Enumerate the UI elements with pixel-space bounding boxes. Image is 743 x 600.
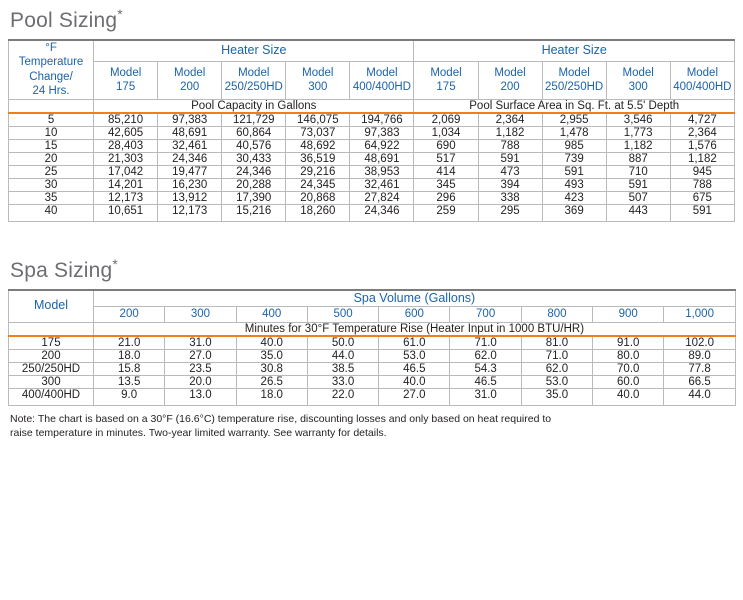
pool-area-cell: 945 — [670, 165, 734, 178]
spa-band-row — [9, 322, 736, 336]
pool-model-value: 300 — [628, 81, 648, 94]
pool-capacity-cell: 16,230 — [158, 178, 222, 191]
pool-area-cell: 414 — [414, 165, 478, 178]
pool-capacity-cell: 48,692 — [286, 139, 350, 152]
pool-sizing-title: Pool Sizing — [10, 9, 118, 32]
spa-minutes-cell: 40.0 — [379, 375, 450, 388]
spa-minutes-cell: 33.0 — [307, 375, 378, 388]
spa-minutes-cell: 27.0 — [379, 388, 450, 405]
pool-capacity-cell: 85,210 — [94, 113, 158, 127]
spa-minutes-cell: 13.0 — [165, 388, 236, 405]
table-row — [9, 336, 736, 350]
spa-minutes-cell: 20.0 — [165, 375, 236, 388]
table-row — [9, 191, 735, 204]
pool-band-spacer — [9, 99, 94, 113]
spa-minutes-cell: 27.0 — [165, 349, 236, 362]
spa-minutes-cell: 81.0 — [521, 336, 592, 350]
pool-model-label: Model — [109, 66, 142, 79]
pool-capacity-cell: 29,216 — [286, 165, 350, 178]
spa-minutes-cell: 102.0 — [664, 336, 735, 350]
spa-row-label: 175 — [9, 336, 94, 350]
pool-model-value: 300 — [308, 81, 328, 94]
pool-header-row-group — [9, 40, 735, 62]
spa-volume-col-500: 500 — [307, 307, 378, 322]
pool-heater-size-header-left: Heater Size — [94, 40, 414, 62]
pool-model-value: 250/250HD — [224, 81, 283, 94]
pool-area-cell: 369 — [542, 204, 606, 221]
pool-capacity-cell: 24,345 — [286, 178, 350, 191]
pool-capacity-cell: 28,403 — [94, 139, 158, 152]
pool-capacity-cell: 27,824 — [350, 191, 414, 204]
pool-capacity-cell: 146,075 — [286, 113, 350, 127]
pool-capacity-cell: 12,173 — [158, 204, 222, 221]
pool-capacity-cell: 18,260 — [286, 204, 350, 221]
footnote-line-2: raise temperature in minutes. Two-year limited warranty. See warranty for details. — [10, 426, 387, 439]
spa-volume-col-700: 700 — [450, 307, 521, 322]
spa-minutes-cell: 89.0 — [664, 349, 735, 362]
spa-minutes-cell: 44.0 — [664, 388, 735, 405]
table-row — [9, 178, 735, 191]
pool-heater-size-header-right: Heater Size — [414, 40, 735, 62]
spa-minutes-cell: 40.0 — [593, 388, 664, 405]
pool-header-line-4: 24 Hrs. — [32, 85, 70, 98]
spa-minutes-cell: 62.0 — [521, 362, 592, 375]
table-row — [9, 165, 735, 178]
table-row — [9, 139, 735, 152]
spa-minutes-cell: 70.0 — [593, 362, 664, 375]
pool-capacity-cell: 12,173 — [94, 191, 158, 204]
pool-row-label: 20 — [9, 152, 94, 165]
pool-model-value: 175 — [116, 81, 136, 94]
pool-area-cell: 1,182 — [670, 152, 734, 165]
spa-minutes-cell: 23.5 — [165, 362, 236, 375]
spa-sizing-title: Spa Sizing — [10, 258, 113, 282]
pool-band-row — [9, 99, 735, 113]
pool-area-cell: 788 — [670, 178, 734, 191]
spa-sizing-table — [8, 289, 736, 406]
pool-model-value: 400/400HD — [352, 81, 411, 94]
pool-area-cell: 1,182 — [478, 126, 542, 139]
spa-minutes-cell: 35.0 — [236, 349, 307, 362]
pool-area-cell: 4,727 — [670, 113, 734, 127]
pool-capacity-cell: 32,461 — [158, 139, 222, 152]
spa-minutes-cell: 60.0 — [593, 375, 664, 388]
pool-area-cell: 2,069 — [414, 113, 478, 127]
spa-minutes-cell: 44.0 — [307, 349, 378, 362]
spa-volume-col-200: 200 — [94, 307, 165, 322]
spa-minutes-cell: 71.0 — [521, 349, 592, 362]
pool-area-cell: 1,034 — [414, 126, 478, 139]
spa-minutes-cell: 15.8 — [94, 362, 165, 375]
spa-header-row-volumes — [9, 307, 736, 322]
pool-area-cell: 1,773 — [606, 126, 670, 139]
pool-capacity-cell: 24,346 — [158, 152, 222, 165]
pool-capacity-cell: 24,346 — [222, 165, 286, 178]
table-row — [9, 388, 736, 405]
pool-capacity-cell: 17,042 — [94, 165, 158, 178]
spa-sizing-title-asterisk: * — [112, 255, 119, 272]
pool-row-label: 40 — [9, 204, 94, 221]
pool-area-cell: 591 — [606, 178, 670, 191]
pool-capacity-cell: 30,433 — [222, 152, 286, 165]
pool-capacity-cell: 48,691 — [158, 126, 222, 139]
pool-model-label: Model — [430, 66, 462, 79]
pool-capacity-cell: 38,953 — [350, 165, 414, 178]
pool-capacity-cell: 194,766 — [350, 113, 414, 127]
pool-area-cell: 675 — [670, 191, 734, 204]
pool-area-cell: 394 — [478, 178, 542, 191]
spa-minutes-cell: 21.0 — [94, 336, 165, 350]
pool-sizing-title-asterisk: * — [117, 6, 123, 22]
pool-model-col-250-right — [542, 62, 606, 99]
pool-area-cell: 507 — [606, 191, 670, 204]
pool-temperature-change-header — [9, 40, 94, 99]
spa-volume-col-900: 900 — [593, 307, 664, 322]
pool-model-label: Model — [622, 66, 654, 79]
pool-area-cell: 3,546 — [606, 113, 670, 127]
pool-capacity-cell: 48,691 — [350, 152, 414, 165]
pool-area-cell: 296 — [414, 191, 478, 204]
spa-volume-col-300: 300 — [165, 307, 236, 322]
spa-volume-col-800: 800 — [521, 307, 592, 322]
pool-model-value: 250/250HD — [545, 81, 604, 94]
pool-model-col-300-left — [286, 62, 350, 99]
spa-minutes-cell: 62.0 — [450, 349, 521, 362]
spa-minutes-cell: 38.5 — [307, 362, 378, 375]
pool-capacity-band: Pool Capacity in Gallons — [94, 99, 414, 113]
spa-minutes-cell: 66.5 — [664, 375, 735, 388]
table-row — [9, 126, 735, 139]
pool-area-cell: 591 — [478, 152, 542, 165]
spa-model-header: Model — [9, 290, 94, 323]
spa-header-row-group — [9, 290, 736, 307]
spa-minutes-cell: 46.5 — [379, 362, 450, 375]
pool-area-cell: 2,364 — [670, 126, 734, 139]
spa-minutes-cell: 50.0 — [307, 336, 378, 350]
pool-area-cell: 517 — [414, 152, 478, 165]
pool-row-label: 10 — [9, 126, 94, 139]
pool-capacity-cell: 21,303 — [94, 152, 158, 165]
pool-model-value: 200 — [180, 81, 200, 94]
spa-minutes-cell: 54.3 — [450, 362, 521, 375]
pool-model-label: Model — [238, 66, 270, 79]
pool-model-col-400-right — [670, 62, 734, 99]
footnote-line-1: Note: The chart is based on a 30°F (16.6°C) temperature rise, discounting losses and only based on heat required to — [10, 412, 552, 425]
pool-area-cell: 473 — [478, 165, 542, 178]
pool-area-cell: 493 — [542, 178, 606, 191]
pool-model-col-200-left — [158, 62, 222, 99]
spa-minutes-cell: 71.0 — [450, 336, 521, 350]
pool-capacity-cell: 24,346 — [350, 204, 414, 221]
pool-area-cell: 788 — [478, 139, 542, 152]
spa-minutes-cell: 18.0 — [94, 349, 165, 362]
pool-sizing-heading — [8, 0, 735, 39]
spa-minutes-cell: 30.8 — [236, 362, 307, 375]
table-row — [9, 375, 736, 388]
spa-minutes-cell: 22.0 — [307, 388, 378, 405]
pool-capacity-cell: 13,912 — [158, 191, 222, 204]
pool-row-label: 25 — [9, 165, 94, 178]
spa-minutes-cell: 53.0 — [379, 349, 450, 362]
pool-capacity-cell: 97,383 — [350, 126, 414, 139]
spa-minutes-cell: 31.0 — [165, 336, 236, 350]
pool-header-line-3: Change/ — [29, 70, 73, 83]
pool-capacity-cell: 19,477 — [158, 165, 222, 178]
pool-model-col-400-left — [350, 62, 414, 99]
pool-capacity-cell: 32,461 — [350, 178, 414, 191]
spa-volume-header: Spa Volume (Gallons) — [94, 290, 736, 307]
spa-minutes-cell: 61.0 — [379, 336, 450, 350]
pool-area-cell: 259 — [414, 204, 478, 221]
table-row — [9, 362, 736, 375]
pool-area-cell: 295 — [478, 204, 542, 221]
pool-area-cell: 1,182 — [606, 139, 670, 152]
spa-minutes-cell: 77.8 — [664, 362, 735, 375]
pool-capacity-cell: 121,729 — [222, 113, 286, 127]
pool-area-cell: 591 — [542, 165, 606, 178]
spa-row-label: 250/250HD — [9, 362, 94, 375]
section-gap — [8, 222, 735, 250]
pool-capacity-cell: 97,383 — [158, 113, 222, 127]
pool-capacity-cell: 42,605 — [94, 126, 158, 139]
footnote — [8, 406, 712, 440]
pool-row-label: 30 — [9, 178, 94, 191]
pool-row-label: 35 — [9, 191, 94, 204]
pool-header-row-models — [9, 62, 735, 99]
pool-model-label: Model — [494, 66, 526, 79]
pool-model-label: Model — [686, 66, 719, 79]
pool-area-cell: 2,364 — [478, 113, 542, 127]
spa-volume-col-400: 400 — [236, 307, 307, 322]
spa-minutes-cell: 53.0 — [521, 375, 592, 388]
spa-minutes-cell: 18.0 — [236, 388, 307, 405]
pool-row-label: 15 — [9, 139, 94, 152]
pool-model-col-175-right — [414, 62, 478, 99]
pool-sizing-table — [8, 39, 735, 222]
table-row — [9, 204, 735, 221]
pool-model-label: Model — [302, 66, 334, 79]
pool-capacity-cell: 15,216 — [222, 204, 286, 221]
pool-model-col-300-right — [606, 62, 670, 99]
pool-model-value: 400/400HD — [673, 81, 732, 94]
pool-capacity-cell: 14,201 — [94, 178, 158, 191]
pool-header-line-2: Temperature — [18, 56, 84, 69]
spa-minutes-cell: 13.5 — [94, 375, 165, 388]
pool-model-label: Model — [558, 66, 590, 79]
pool-model-col-175-left — [94, 62, 158, 99]
pool-area-cell: 710 — [606, 165, 670, 178]
spa-minutes-cell: 35.0 — [521, 388, 592, 405]
spa-band-spacer — [9, 322, 94, 336]
pool-area-cell: 1,576 — [670, 139, 734, 152]
spa-minutes-cell: 91.0 — [593, 336, 664, 350]
spa-minutes-cell: 9.0 — [94, 388, 165, 405]
pool-capacity-cell: 60,864 — [222, 126, 286, 139]
pool-area-cell: 423 — [542, 191, 606, 204]
pool-model-label: Model — [174, 66, 206, 79]
spa-row-label: 400/400HD — [9, 388, 94, 405]
pool-capacity-cell: 10,651 — [94, 204, 158, 221]
spa-volume-col-600: 600 — [379, 307, 450, 322]
spa-minutes-cell: 26.5 — [236, 375, 307, 388]
pool-model-label: Model — [366, 66, 398, 79]
pool-capacity-cell: 40,576 — [222, 139, 286, 152]
spa-row-label: 300 — [9, 375, 94, 388]
spa-volume-col-1000: 1,000 — [664, 307, 735, 322]
pool-area-cell: 887 — [606, 152, 670, 165]
table-row — [9, 349, 736, 362]
pool-area-cell: 591 — [670, 204, 734, 221]
pool-area-cell: 739 — [542, 152, 606, 165]
pool-header-line-1: °F — [45, 42, 57, 54]
pool-capacity-cell: 20,288 — [222, 178, 286, 191]
pool-model-col-250-left — [222, 62, 286, 99]
pool-capacity-cell: 36,519 — [286, 152, 350, 165]
table-row — [9, 152, 735, 165]
pool-area-cell: 338 — [478, 191, 542, 204]
table-row — [9, 113, 735, 127]
pool-area-cell: 443 — [606, 204, 670, 221]
pool-capacity-cell: 73,037 — [286, 126, 350, 139]
pool-area-cell: 690 — [414, 139, 478, 152]
spa-row-label: 200 — [9, 349, 94, 362]
pool-capacity-cell: 17,390 — [222, 191, 286, 204]
pool-row-label: 5 — [9, 113, 94, 127]
spa-minutes-cell: 40.0 — [236, 336, 307, 350]
spa-minutes-cell: 31.0 — [450, 388, 521, 405]
pool-capacity-cell: 20,868 — [286, 191, 350, 204]
pool-area-cell: 345 — [414, 178, 478, 191]
pool-model-value: 200 — [500, 81, 520, 94]
pool-area-cell: 1,478 — [542, 126, 606, 139]
pool-capacity-cell: 64,922 — [350, 139, 414, 152]
pool-area-cell: 2,955 — [542, 113, 606, 127]
spa-minutes-cell: 80.0 — [593, 349, 664, 362]
pool-model-col-200-right — [478, 62, 542, 99]
spa-sizing-heading — [8, 250, 735, 289]
spa-minutes-cell: 46.5 — [450, 375, 521, 388]
pool-model-value: 175 — [436, 81, 456, 94]
pool-surface-area-band: Pool Surface Area in Sq. Ft. at 5.5' Depth — [414, 99, 735, 113]
pool-area-cell: 985 — [542, 139, 606, 152]
spa-minutes-band: Minutes for 30°F Temperature Rise (Heater Input in 1000 BTU/HR) — [94, 322, 736, 336]
